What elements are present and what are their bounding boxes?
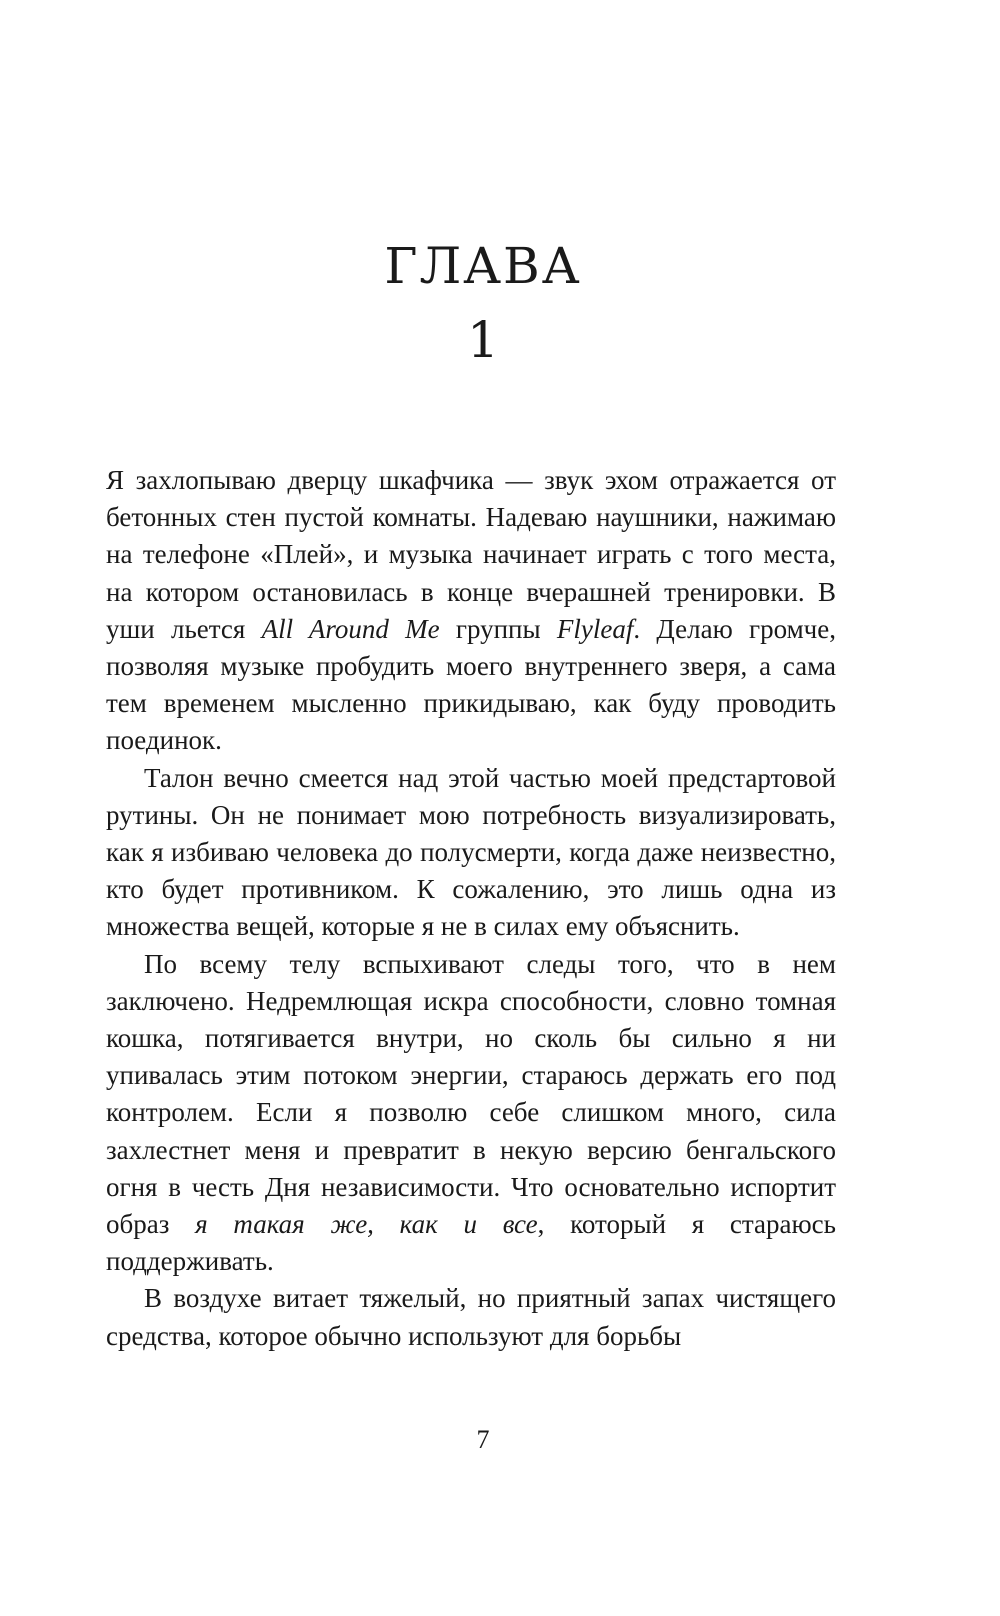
chapter-body: [106, 462, 836, 1355]
paragraph-3-text-a: По всему телу вспыхивают следы того, что в нем заключено. Недремлющая искра способности, словно томная кошка, потягивается внутри, но сколь бы сильно я ни упивалась этим потоком энергии, стараюсь держать его под контролем. Если я позволю себе слишком много, сила захлестнет меня и превратит в некую версию бенгальского огня в честь Дня независимости. Что основательно испортит образ: [106, 948, 836, 1240]
page-number: 7: [476, 1425, 490, 1454]
paragraph-3: [106, 946, 836, 1281]
paragraph-1-text-a: Я захлопываю дверцу шкафчика — звук эхом отражается от бетонных стен пустой комнаты. Надеваю наушники, нажимаю на телефоне «Плей», и музыка начинает играть с того места, на котором остановилась в конце вчерашней тренировки. В уши льется: [106, 465, 836, 644]
song-title: All Around Me: [261, 613, 440, 644]
paragraph-3-text-b: , который я стараюсь поддерживать.: [106, 1209, 836, 1277]
paragraph-1-text-b: группы: [439, 613, 557, 644]
chapter-number: 1: [467, 311, 499, 369]
chapter-label: ГЛАВА: [384, 237, 582, 295]
paragraph-2: Талон вечно смеется над этой частью моей предстартовой рутины. Он не понимает мою потребность визуализировать, как я избиваю человека до полусмерти, когда даже неизвестно, кто будет противником. К сожалению, это лишь одна из множества вещей, которые я не в силах ему объяснить.: [106, 762, 836, 942]
chapter-heading: [0, 236, 966, 370]
band-name: Flyleaf: [556, 613, 634, 644]
paragraph-1-text-c: . Делаю громче, позволяя музыке пробудить моего внутреннего зверя, а сама тем временем мысленно прикидываю, как буду проводить поединок.: [106, 613, 836, 756]
italic-phrase: я такая же, как и все: [195, 1209, 538, 1240]
paragraph-4: В воздухе витает тяжелый, но приятный запах чистящего средства, которое обычно используют для борьбы: [106, 1283, 836, 1351]
paragraph-1: [106, 462, 836, 760]
